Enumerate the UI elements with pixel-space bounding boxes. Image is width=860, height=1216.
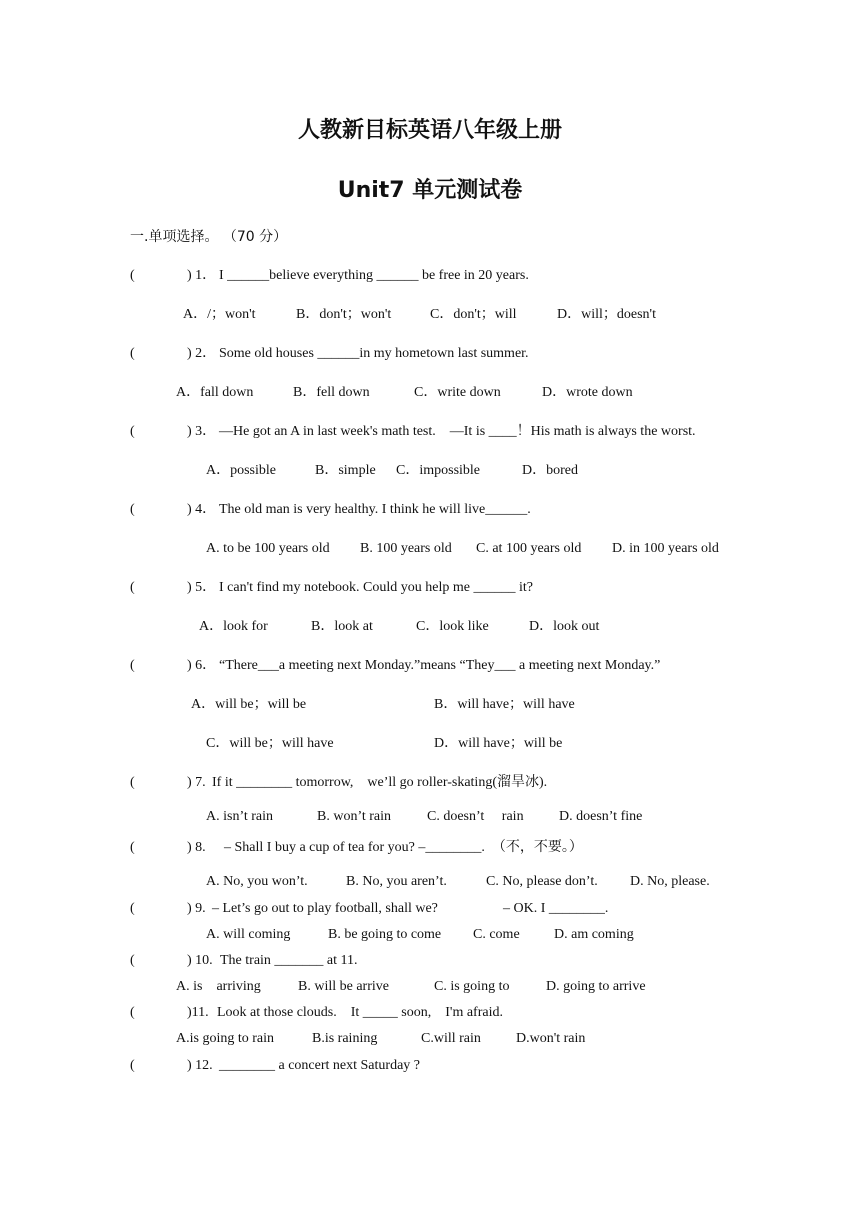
option: D．look out — [529, 619, 600, 634]
answer-paren: ( — [130, 424, 135, 439]
section-heading: 一.单项选择。 （70 分） — [130, 229, 288, 245]
option: D. No, please. — [630, 874, 710, 889]
option: C. No, please don’t. — [486, 874, 598, 889]
question-number: ) 8. — [187, 840, 206, 855]
question-number: ) 12. — [187, 1058, 213, 1073]
question-stem: “There___a meeting next Monday.”means “They___ a meeting next Monday.” — [219, 658, 661, 673]
option: D. am coming — [554, 927, 634, 942]
option: B. 100 years old — [360, 541, 452, 556]
question-stem: ________ a concert next Saturday ? — [219, 1058, 420, 1073]
answer-paren: ( — [130, 840, 135, 855]
answer-paren: ( — [130, 1005, 135, 1020]
answer-paren: ( — [130, 953, 135, 968]
option: A. No, you won’t. — [206, 874, 308, 889]
page-title: 人教新目标英语八年级上册 — [297, 118, 562, 143]
answer-paren: ( — [130, 1058, 135, 1073]
question-number: ) 1． — [187, 268, 217, 283]
question-stem: Look at those clouds. It _____ soon, I'm afraid. — [217, 1005, 503, 1020]
question-stem: If it ________ tomorrow, we’ll go roller-skating(溜旱冰). — [212, 775, 548, 790]
option: A. is arriving — [176, 979, 261, 994]
option: D. in 100 years old — [612, 541, 719, 556]
question-stem: – Let’s go out to play football, shall we? — [212, 901, 438, 916]
option: B．fell down — [293, 385, 370, 400]
option: B. be going to come — [328, 927, 442, 942]
question-number: ) 6． — [187, 658, 217, 673]
option: C．write down — [414, 385, 501, 400]
option: A．/；won't — [183, 307, 256, 322]
question-number: ) 10. — [187, 953, 213, 968]
option: D. doesn’t fine — [559, 809, 643, 824]
option: A. will coming — [206, 927, 291, 942]
answer-paren: ( — [130, 775, 135, 790]
option: B．don't；won't — [296, 307, 392, 322]
page-subtitle: Unit7 单元测试卷 — [337, 178, 523, 203]
option: B. No, you aren’t. — [346, 874, 447, 889]
option: A. isn’t rain — [206, 809, 274, 824]
option: C. at 100 years old — [476, 541, 582, 556]
option: B. will be arrive — [298, 979, 389, 994]
question-number: ) 7. — [187, 775, 206, 790]
question-stem: I can't find my notebook. Could you help me ______ it? — [219, 580, 533, 595]
option: D.won't rain — [516, 1031, 586, 1046]
option: C. come — [473, 927, 520, 942]
answer-paren: ( — [130, 580, 135, 595]
option: A. to be 100 years old — [206, 541, 330, 556]
answer-paren: ( — [130, 901, 135, 916]
question-number: ) 4． — [187, 502, 217, 517]
option: C. doesn’t rain — [427, 809, 524, 824]
option: C．will be；will have — [206, 736, 334, 751]
option: D．will have；will be — [434, 736, 563, 751]
option: A.is going to rain — [176, 1031, 274, 1046]
question-stem: Some old houses ______in my hometown last summer. — [219, 346, 529, 361]
question-number: ) 5． — [187, 580, 217, 595]
question-number: ) 2． — [187, 346, 217, 361]
question-stem: The train _______ at 11. — [220, 953, 358, 968]
option: C．look like — [416, 619, 489, 634]
option: A．will be；will be — [191, 697, 307, 712]
question-number: ) 9. — [187, 901, 206, 916]
answer-paren: ( — [130, 502, 135, 517]
option: B．look at — [311, 619, 373, 634]
question-number: ) 3． — [187, 424, 217, 439]
answer-paren: ( — [130, 658, 135, 673]
option: C.will rain — [421, 1031, 481, 1046]
question-number: )11. — [187, 1005, 209, 1020]
option: C．don't；will — [430, 307, 517, 322]
answer-paren: ( — [130, 346, 135, 361]
answer-paren: ( — [130, 268, 135, 283]
question-stem: The old man is very healthy. I think he will live______. — [219, 502, 531, 517]
option: B.is raining — [312, 1031, 378, 1046]
option: A．fall down — [176, 385, 254, 400]
option: B. won’t rain — [317, 809, 392, 824]
option: D．bored — [522, 463, 578, 478]
question-stem: I ______believe everything ______ be free in 20 years. — [219, 268, 529, 283]
option: C．impossible — [396, 463, 481, 478]
option: A．possible — [206, 463, 276, 478]
option: A．look for — [199, 619, 268, 634]
question-stem: —He got an A in last week's math test. —It is ____！His math is always the worst. — [219, 424, 696, 439]
question-reply: – OK. I ________. — [503, 901, 609, 916]
option: B．simple — [315, 463, 376, 478]
option: C. is going to — [434, 979, 510, 994]
option: D．wrote down — [542, 385, 633, 400]
option: D．will；doesn't — [557, 307, 656, 322]
option: D. going to arrive — [546, 979, 646, 994]
question-stem: – Shall I buy a cup of tea for you? –________. （不，不要。） — [224, 840, 583, 855]
option: B．will have；will have — [434, 697, 575, 712]
